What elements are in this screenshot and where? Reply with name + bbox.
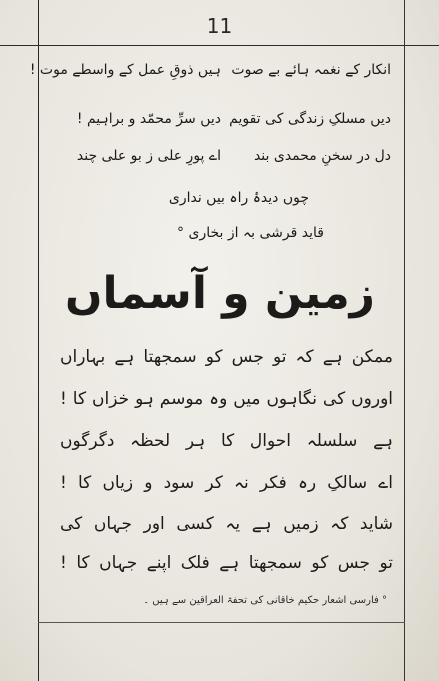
footnote: ° فارسی اشعار حکیم خاقانی کی تحفۃ العراقین سے ہیں ۔ (143, 595, 387, 606)
verse-line-4: اے سالکِ رہ فکر نہ کر سود و زیاں کا ! (60, 473, 393, 493)
verse-line-3: ہے سلسلہ احوال کا ہر لحظہ دگرگوں (60, 431, 393, 451)
verse-line-6: تو جس کو سمجھتا ہے فلک اپنے جہاں کا ! (60, 553, 393, 573)
right-margin-rule (404, 0, 405, 681)
verse-line-2: اوروں کی نگاہوں میں وہ موسم ہو خزاں کا ! (60, 389, 393, 409)
page-number: 11 (206, 14, 233, 38)
left-margin-rule (38, 0, 39, 681)
epigraph-line-1-left: ہیں ذوقِ عمل کے واسطے موت ! (29, 62, 221, 78)
top-rule (0, 45, 439, 46)
epigraph-line-2-left: دیں سرِّ محمّد و براہیم ! (76, 111, 221, 127)
epigraph-line-3-right: دل در سخنِ محمدی بند (253, 148, 391, 164)
poem-title: زمین و آسماں (64, 268, 376, 319)
verse-line-5: شاید کہ زمیں ہے یہ کسی اور جہاں کی (60, 514, 393, 534)
footnote-rule (38, 622, 405, 623)
persian-verse-1: چوں دیدۂ راہ بیں نداری (168, 190, 309, 206)
epigraph-line-3-left: اے پورِ علی ز بو علی چند (76, 148, 221, 164)
epigraph-line-2-right: دیں مسلکِ زندگی کی تقویم (229, 111, 391, 127)
persian-verse-2: قاید قرشی بہ از بخاری ° (177, 225, 324, 241)
verse-line-1: ممکن ہے کہ تو جس کو سمجھتا ہے بہاراں (60, 347, 393, 367)
epigraph-line-1-right: انکار کے نغمہ ہائے بے صوت (231, 62, 391, 78)
